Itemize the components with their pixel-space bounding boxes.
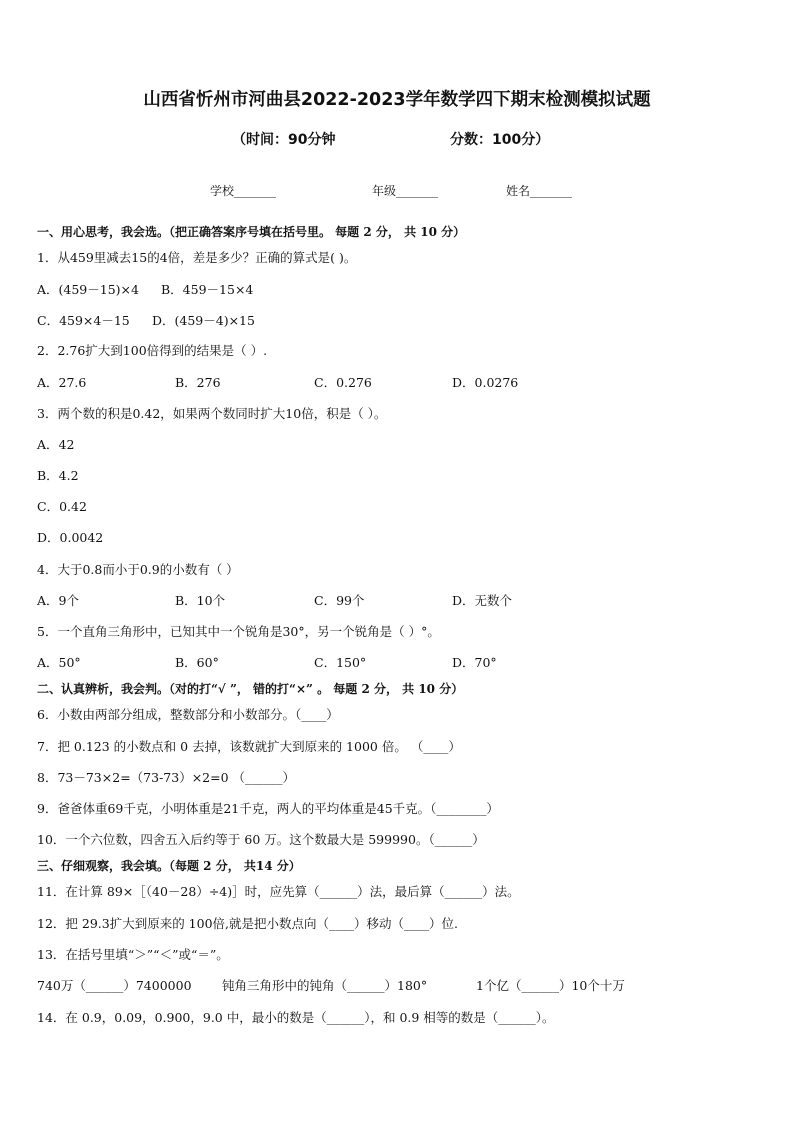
section3-heading: 三、仔细观察，我会填。（每题 2 分， 共14 分） bbox=[37, 859, 301, 873]
q1-option-d: D．(459－4)×15 bbox=[152, 313, 255, 328]
q2-option-c: C．0.276 bbox=[314, 375, 372, 390]
name-field: 姓名_______ bbox=[506, 184, 573, 198]
q5-text: 5．一个直角三角形中，已知其中一个锐角是30°，另一个锐角是（ ）°。 bbox=[37, 624, 440, 639]
q2-text: 2．2.76扩大到100倍得到的结果是（ ）. bbox=[37, 343, 268, 358]
q13-part-b: 钝角三角形中的钝角（______）180° bbox=[222, 978, 428, 993]
q1-option-b: B．459－15×4 bbox=[161, 282, 254, 297]
q3-text: 3．两个数的积是0.42，如果两个数同时扩大10倍，积是（ ）。 bbox=[37, 406, 387, 421]
q5-option-b: B．60° bbox=[175, 655, 219, 670]
q8-text: 8．73－73×2=（73-73）×2=0 （______） bbox=[37, 770, 296, 785]
school-field: 学校_______ bbox=[210, 184, 277, 198]
q13-text: 13．在括号里填“＞”“＜”或“＝”。 bbox=[37, 947, 229, 962]
exam-title: 山西省忻州市河曲县2022-2023学年数学四下期末检测模拟试题 bbox=[143, 90, 651, 110]
q6-text: 6．小数由两部分组成，整数部分和小数部分。（____） bbox=[37, 707, 339, 722]
q2-option-d: D．0.0276 bbox=[452, 375, 519, 390]
q10-text: 10．一个六位数，四舍五入后约等于 60 万。这个数最大是 599990。（______） bbox=[37, 832, 485, 847]
q4-option-a: A．9个 bbox=[37, 593, 79, 608]
q14-text: 14．在 0.9，0.09，0.900，9.0 中，最小的数是（______），和 0.9 相等的数是（______）。 bbox=[37, 1010, 555, 1025]
q3-option-d: D．0.0042 bbox=[37, 530, 104, 545]
q12-text: 12．把 29.3扩大到原来的 100倍,就是把小数点向（____）移动（____）位. bbox=[37, 916, 458, 931]
q3-option-c: C．0.42 bbox=[37, 499, 87, 514]
q1-option-c: C．459×4－15 bbox=[37, 313, 130, 328]
section2-heading: 二、认真辨析，我会判。（对的打“√ ”， 错的打“×” 。 每题 2 分， 共 10 分） bbox=[37, 682, 464, 696]
q9-text: 9．爸爸体重69千克，小明体重是21千克，两人的平均体重是45千克。（________） bbox=[37, 801, 499, 816]
q4-option-c: C．99个 bbox=[314, 593, 365, 608]
q5-option-d: D．70° bbox=[452, 655, 497, 670]
q1-option-a: A．(459－15)×4 bbox=[37, 282, 139, 297]
grade-field: 年级_______ bbox=[372, 184, 439, 198]
exam-time: （时间：90分钟 bbox=[232, 132, 336, 148]
q13-part-a: 740万（______）7400000 bbox=[37, 978, 192, 993]
q4-option-b: B．10个 bbox=[175, 593, 226, 608]
exam-score: 分数：100分） bbox=[450, 132, 550, 148]
q11-text: 11．在计算 89×［（40－28）÷4)］时，应先算（______）法，最后算（______）法。 bbox=[37, 884, 520, 899]
q3-option-a: A．42 bbox=[37, 437, 75, 452]
q7-text: 7．把 0.123 的小数点和 0 去掉，该数就扩大到原来的 1000 倍。 （____） bbox=[37, 739, 461, 754]
q3-option-b: B．4.2 bbox=[37, 468, 79, 483]
q5-option-c: C．150° bbox=[314, 655, 367, 670]
q4-text: 4．大于0.8而小于0.9的小数有（ ） bbox=[37, 562, 239, 577]
section1-heading: 一、用心思考，我会选。（把正确答案序号填在括号里。 每题 2 分， 共 10 分） bbox=[37, 225, 466, 239]
q4-option-d: D．无数个 bbox=[452, 593, 513, 608]
q13-part-c: 1个亿（______）10个十万 bbox=[476, 978, 625, 993]
q2-option-b: B．276 bbox=[175, 375, 221, 390]
q1-text: 1．从459里减去15的4倍，差是多少？正确的算式是( )。 bbox=[37, 250, 357, 265]
q5-option-a: A．50° bbox=[37, 655, 81, 670]
q2-option-a: A．27.6 bbox=[37, 375, 87, 390]
